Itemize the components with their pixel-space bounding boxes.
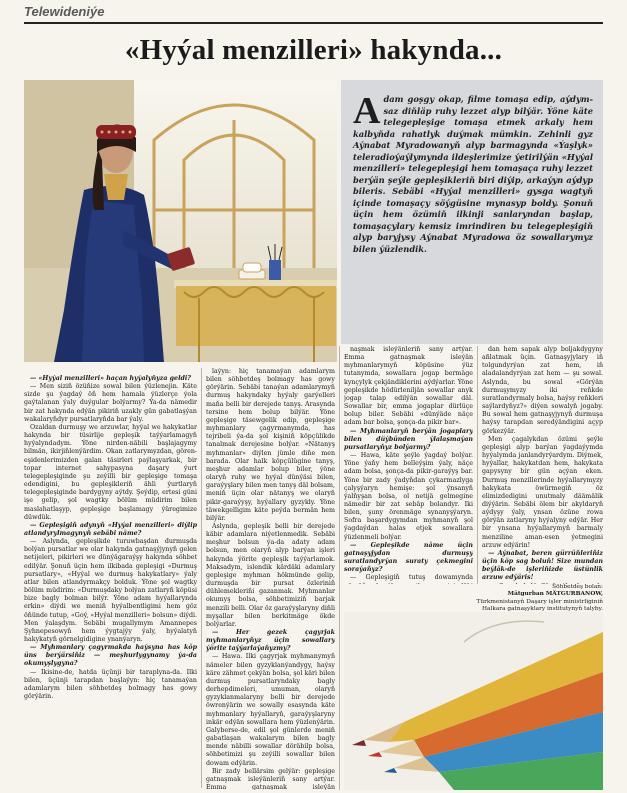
- interview-answer: Ozaldan durmuşy we arzuwlar, hyýal we hakykatlar hakynda bir tüsirlije gepleşik taýýarlamagyň hyýalyndadym. Ýöne nirden-näbili başlajagymy bilmän, ikirjiňlenýärdim. Okan zatlarymyzdan, gören-eşidenlerimizden galan täsirleri paýlaşyarkak, bir topar internet sahypasyna daşary ýurt telegepleşiginde şu zeýilli bir gepleşige tomaşa edendigini, bu gepleşikleriň ähli ýurtlaryň telegepleşiginde bardygyny aýtdy. Şeýdip, ertesi güni işe gelip, şol wagtky bölüm müdirim bilen maslahatlaşyp, gepleşige başlamagy ýüregimize düwdük.: [24, 423, 197, 521]
- interview-question: — Myhmanlary çagyrmakda haýsyna has köp üns berýärsiňiz — meşhurlygynamy ýa-da okumyşlygyna?: [24, 644, 197, 668]
- article-column-4: [482, 346, 603, 584]
- column-divider: [201, 368, 202, 788]
- column-divider: [339, 346, 340, 790]
- interview-question: — Her gezek çagyrjak myhmanlaryňyz üçin sowallary ýörite taýýarlaýaňyzmy?: [206, 629, 335, 653]
- page-title: «Hyýal menzilleri» hakynda...: [124, 34, 503, 66]
- interview-question: — Myhmanlaryň berýän jogaplary bilen düýbünden ýlalaşmaýan pursatlaryňyz bolýarmy?: [344, 427, 473, 451]
- article-column-2: [206, 368, 335, 790]
- column-divider: [477, 346, 478, 584]
- interview-answer: — Ikisine-de, hatda üçünji bir taraplyna-da. Ilki bilen, üçünji tarapdan başlaýyn: hiç tanamaýan adamlarym bilen söhbetdeş bolmagy has gowy görýärin.: [24, 668, 197, 701]
- top-rule: [24, 22, 603, 24]
- interview-answer: dan hem sapak alyp boljakdygyny añlatmak üçin. Gatnaşyjylary iň tolgundyrýan zat hem, iň aladalandyrýan zat hem — şu sowal. Aslynda, bu sowal «Görýän durmuşymyzy iki reňkde suratlandyrmaly bolsa, haýsy reňkleri saýlardyňyz?» diýen sowalyň jogaby. Bu sowal hem gatnaşyjynyň durmuşa haýsy tarapdan seredýändigini açyp görkezýär.: [482, 346, 603, 435]
- interview-answer: naşmak isleýänleriň sany artýar. Emma gatnaşmak isleýän myhmanlarymyň köpüsine ýüz tutanymda, sowallara jogap bermäge kynçylyk çekjändiklerini aýdýarlar. Ýöne gepleşikde hödürleniljän sowallar anyk jogap talap edilýän sowallar däl. Sowallar bir, emma jogaplar dürlüçe bolup biler. Sebäbi «dünýäde näçe adam bar bolsa, şonça-da pikir bar».: [344, 346, 473, 427]
- article-column-3: [344, 346, 473, 584]
- interview-answer: Aslynda, gepleşik belli bir derejede käbir adamlara niýetlenmedik. Sebäbi meşhur bolsun ýa-da adaty adam bolsun, men olaryň alyp barýan işleri hakynda ýörite gepleşik taýýarlamok. Maksadym, islendik kärdäki adamlary gepleşige myhman hökmünde gelip, durmuşda bir pursat özleriniň dühlemekleriňi gazanmak. Myhmanlar okumyş bolsa, söhbetimiziň barjak menzili belli. Olar öz garaýyşlaryny diňli myşallar bilen berkitmäge ökde bolýarlar.: [206, 522, 335, 628]
- drop-cap: A: [353, 90, 381, 132]
- interview-answer: — Hawa, käte şeýle ýagdaý bolýar. Ýöne ýaňy hem belleýşim ýaly, näçe adam bolsa, şonça-da pikir-garaýyş bar. Ýöne bir zady ýadyňdan çykarmazlyga çalyşýaryn hemişe: şol ýnsanyň ýalňyşan bolsa, ol netijä gelmegine nämedir bir zat sebäp bolandyr. Iki bilen, şuny örenmäge synanyşýaryn. Sofra başardygymdan myhmanyň şol ýagdaýdan halas etjek sowallara ýüzlenmeli bolýar.: [344, 452, 473, 541]
- author-name: [474, 591, 603, 598]
- lead-text: [353, 90, 593, 255]
- interview-question: — Aýnabat, beren gürrüňleriňiz üçin köp sag boluň! Size mundan beýläk-de işleriňizde üstünlik arzuw edýäris!: [482, 549, 603, 582]
- interview-answer: Bir zady bellärsim gelýär: gepleşige gatnaşmak isleýänleriň sany artýar. Emma gatnaşmak isleýän: [206, 767, 335, 790]
- interview-answer: — Gepleşigiň tutuş dowamynda: [350, 574, 473, 582]
- author-last-name: MÄTGURBANOW,: [545, 591, 603, 598]
- interview-answer: — Hawa. Ilki çagyrjak myhmanymyň nämeler bilen gyzyklanýandygy, haýsy käre zähmet çekýän bolsa, şol käri bilen durmuş pursatlaryndaky bagly derhepdimeleri, umuman, olaryň gyzyklanmalaryny belli bir derejede öwrenýärin we sowally esasynda käte myhmanlary hyýallaryň, garaýyşlaryny inkär edýän sowallara hem ýüzlenýärin. Galyberse-de, edil şol günlerde meniň gabatlaşan wakalarym bilen bagly mende näbilli sowallar döräbilp bolsa, söhbetimizi şu zeýilli sowallar bilen dowam edýärin.: [206, 653, 335, 767]
- interview-question: — Gepleşikde näme üçin gatnaşyjydan durmuşy suratlandyrýan suraty çekmegini soraýaňyz?: [344, 541, 473, 574]
- colored-pencils-image: [344, 612, 603, 790]
- interview-answer: Men çagalykdan özümi şeýle gepleşigi alyp barýan ýagdaýymda hyýalymda janlandyrýardym. Diýmek, hyýallar, hakykatdan hem, hakykata gapysyny bir gün açýan eken. Durmuş menzillerinde hyýallarymyzy hakykata öwürmegiň öz elimizdedigini unutmaly däämälik diýýärin. Sebäbi ölem bir akyldaryň aýdyşy ýaly, ynsan özüne rowa görýän zatlaryny hyýalyny edýär. Her bir ynsana hyýallarymyň barmaly menziline aman-esen ýetmegini arzuw edýärin!: [482, 435, 603, 549]
- interview-question: — Gepleşigiň adynyň «Hyýal menzilleri» diýlip atlandyrylmagynyň sebäbi näme?: [24, 521, 197, 537]
- author-signature: [474, 584, 603, 614]
- author-first-name: Mätgurban: [507, 591, 544, 598]
- lead-box: [341, 80, 603, 344]
- author-affiliation: Türkmenistanyň Daşary işler ministrliginiň Halkara gatnaşyklary institutynyň talyby.: [476, 598, 603, 613]
- interview-answer: laýyn: hiç tanamaýan adamlarym bilen söhbetdeş bolmagy has gowy görýärin. Sebäbi tanaýan adamlarymyň durmuş hakyndaky hyýaly garýelleri maňa belli bir derejede tanyş. Arasynda tersine hem bolup bilýär. Ýöne gepleşige täsewgelik edip, gepleşige myhmanlary çagyrmanymda, has tejribeli ýa-da şol kişiniň köpçülikde tanalmak derejesine bolýar. «Nätanyş myhmanlar» diýlen jümle diňe men barada. Olar halk köpçülügine tanyş, meşhur adamlar bolup biler, ýöne olaryň ruhy we hyýal dünýäsi bilen, garaýyşlary bilen men tanyş däl bolsam, meniň üçin olar nätanyş we olaryň pikir-garaýyşy, hyýallary gyzykly. Ýöne täwekgelligim käte peýda bermän hem bilýär.: [206, 368, 335, 522]
- interview-answer: — Men siziň özüňize sowal bilen ýüzlenejin. Käte sizde şu ýagdaý öň hem hamala ýüzlerçe ýola gaýtalanan ýaly duýgular bolýarmy? Ýa-da nämedir bir zat hakynda edýän pikiriň uzakly gün gabatlaşýan wakalaryňdyr pursatlaryňda bar ýaly.: [24, 383, 197, 423]
- host-photo: [24, 80, 337, 362]
- article-column-1: [24, 375, 197, 787]
- signature-label: Söhbetdeş bolan:: [552, 584, 603, 590]
- interview-question: — «Hyýal menzilleri» haçan hyýalyňyza geldi?: [30, 375, 191, 382]
- lead-paragraph: dam goşgy okap, filme tomaşa edip, aýdym-saz diňläp ruhy lezzet alyp bilýär. Ýöne käte telegepleşige tomaşa etmek arkaly hem kalbyňda rahatlyk duýmak mümkin. Zehinli gyz Aýnabat Myradowanyň alyp barmagynda «Ýaşlyk» teleradioýaýlymynda ildeşlerimize ýetirilýän «Hyýal menzilleri» telegepleşigi hem tomaşaça ruhy lezzet berýän şeýle gepleşikleriň biri diýip, arkaýyn aýdyp bileris. Sebäbi «Hyýal menzilleri» gysga wagtyň içinde tomaşaçy söýgüsine mynasyp boldy. Şonuň üçin hem özümiň ilkinji sanlaryndan başlap, tomaşaçylary kemsiz imrindiren bu telegepleşigiň alyp baryjysy Aýnabat Myradowa öz sowallarymyz bilen ýüzlendik.: [353, 94, 593, 254]
- section-label: Telewideniýe: [24, 4, 105, 19]
- interview-answer: — Aslynda, gepleşikde turuwbaşdan durmuşda bolýan pursatlar we olar hakynda gatnaşýjynyň gelen netijeleri, pikirleri we dünýägaraýşy hakynda söhbet edilýär. Şonuň üçin hem ilkibada gepleşigi «Durmuş pursatlary», «Hyýal we durmuş hakykatlary» ýaly atlar bilen atlandyrmakçy bolduk. Ýöne şol wagtky bölüm müdirim: «Durmuşdaky bolýan zatlaryň köpüsi bize bagly bolman bilýr. Ýöne adam hyýallarynda erkin» diýdi we meniň hyýalbentligimi hem göz öňünde tutup, «Goý, «Hyýal menzilleri» bolsun» diýdi. Men ýalaşdym. Sebäbi mugallymym Amannepes Şyhnepesowyň hem ýygtajýy ýaly, hyýalatyň hakykatyň görnelgidigine ynanýaryn.: [24, 538, 197, 643]
